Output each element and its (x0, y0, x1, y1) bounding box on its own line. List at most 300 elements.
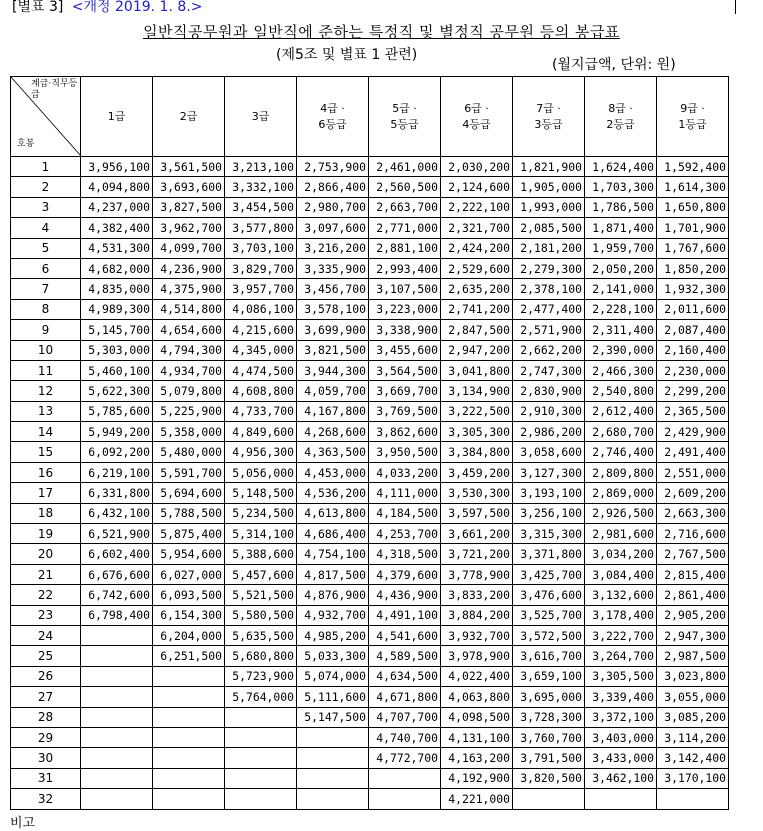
salary-cell: 2,540,800 (585, 381, 657, 401)
table-row (11, 238, 729, 258)
salary-cell: 3,305,300 (441, 422, 513, 442)
salary-cell: 3,577,800 (225, 218, 297, 238)
salary-cell: 2,529,600 (441, 258, 513, 278)
salary-cell: 2,869,000 (585, 483, 657, 503)
salary-cell: 4,514,800 (153, 299, 225, 319)
salary-cell: 4,375,900 (153, 279, 225, 299)
corner-grade-label: 계급·직무등급 (31, 79, 78, 100)
salary-cell: 3,384,800 (441, 442, 513, 462)
step-number: 20 (11, 544, 81, 564)
salary-cell: 5,694,600 (153, 483, 225, 503)
salary-cell (81, 687, 153, 707)
salary-cell: 2,299,200 (657, 381, 729, 401)
salary-cell: 3,829,700 (225, 258, 297, 278)
column-header: 2급 (153, 77, 225, 157)
salary-cell: 2,124,600 (441, 177, 513, 197)
salary-cell: 5,875,400 (153, 524, 225, 544)
salary-cell: 2,222,100 (441, 197, 513, 217)
salary-cell: 2,663,700 (369, 197, 441, 217)
table-row (11, 625, 729, 645)
salary-cell: 5,457,600 (225, 564, 297, 584)
salary-cell: 3,170,100 (657, 768, 729, 788)
salary-cell: 4,817,500 (297, 564, 369, 584)
salary-cell: 3,459,200 (441, 462, 513, 482)
salary-cell: 5,591,700 (153, 462, 225, 482)
salary-cell: 3,132,600 (585, 585, 657, 605)
table-row (11, 360, 729, 380)
salary-cell: 2,365,500 (657, 401, 729, 421)
salary-cell: 5,111,600 (297, 687, 369, 707)
salary-cell (153, 768, 225, 788)
salary-cell: 2,741,200 (441, 299, 513, 319)
salary-cell: 3,978,900 (441, 646, 513, 666)
salary-cell: 3,425,700 (513, 564, 585, 584)
salary-cell: 3,760,700 (513, 727, 585, 747)
salary-cell: 3,315,300 (513, 524, 585, 544)
salary-cell (153, 707, 225, 727)
salary-cell: 2,947,300 (657, 625, 729, 645)
salary-cell (297, 768, 369, 788)
salary-cell: 3,338,900 (369, 320, 441, 340)
salary-cell: 4,740,700 (369, 727, 441, 747)
step-number: 15 (11, 442, 81, 462)
salary-cell: 4,491,100 (369, 605, 441, 625)
salary-cell: 3,669,700 (369, 381, 441, 401)
salary-cell: 4,253,700 (369, 524, 441, 544)
table-row (11, 381, 729, 401)
salary-cell: 4,474,500 (225, 360, 297, 380)
amendment-link[interactable]: <개정 2019. 1. 8.> (71, 0, 203, 15)
salary-cell: 3,561,500 (153, 157, 225, 177)
salary-cell: 3,134,900 (441, 381, 513, 401)
salary-cell: 4,379,600 (369, 564, 441, 584)
salary-cell: 5,622,300 (81, 381, 153, 401)
salary-cell: 3,055,000 (657, 687, 729, 707)
table-row (11, 503, 729, 523)
salary-cell: 6,742,600 (81, 585, 153, 605)
salary-cell: 4,192,900 (441, 768, 513, 788)
salary-cell: 4,453,000 (297, 462, 369, 482)
salary-cell: 2,746,400 (585, 442, 657, 462)
salary-cell: 2,181,200 (513, 238, 585, 258)
salary-cell (369, 789, 441, 809)
table-row (11, 666, 729, 686)
salary-cell: 4,671,800 (369, 687, 441, 707)
salary-cell: 5,949,200 (81, 422, 153, 442)
salary-cell: 2,378,100 (513, 279, 585, 299)
salary-cell: 4,541,600 (369, 625, 441, 645)
salary-cell: 3,305,500 (585, 666, 657, 686)
salary-cell: 2,466,300 (585, 360, 657, 380)
table-header-row (11, 77, 729, 157)
table-row (11, 299, 729, 319)
salary-cell: 2,866,400 (297, 177, 369, 197)
salary-cell: 2,663,300 (657, 503, 729, 523)
salary-cell (81, 789, 153, 809)
table-row (11, 340, 729, 360)
salary-cell (513, 789, 585, 809)
salary-cell: 6,154,300 (153, 605, 225, 625)
salary-cell: 4,131,100 (441, 727, 513, 747)
salary-cell: 3,455,600 (369, 340, 441, 360)
salary-cell: 4,654,600 (153, 320, 225, 340)
table-row (11, 768, 729, 788)
salary-cell: 6,027,000 (153, 564, 225, 584)
salary-cell: 4,163,200 (441, 748, 513, 768)
salary-cell (153, 687, 225, 707)
salary-cell: 2,141,000 (585, 279, 657, 299)
salary-cell (585, 789, 657, 809)
table-row (11, 197, 729, 217)
salary-cell: 1,993,000 (513, 197, 585, 217)
salary-cell: 6,204,000 (153, 625, 225, 645)
salary-cell: 4,215,600 (225, 320, 297, 340)
salary-cell: 1,592,400 (657, 157, 729, 177)
salary-cell: 2,030,200 (441, 157, 513, 177)
salary-cell: 3,597,500 (441, 503, 513, 523)
salary-cell: 2,011,600 (657, 299, 729, 319)
salary-cell: 2,560,500 (369, 177, 441, 197)
step-number: 11 (11, 360, 81, 380)
salary-cell: 4,934,700 (153, 360, 225, 380)
salary-cell: 3,041,800 (441, 360, 513, 380)
step-number: 2 (11, 177, 81, 197)
salary-cell: 2,461,000 (369, 157, 441, 177)
salary-cell: 2,429,900 (657, 422, 729, 442)
salary-cell: 2,680,700 (585, 422, 657, 442)
step-number: 8 (11, 299, 81, 319)
salary-cell: 4,707,700 (369, 707, 441, 727)
salary-cell: 3,058,600 (513, 442, 585, 462)
salary-cell: 1,871,400 (585, 218, 657, 238)
salary-cell: 2,491,400 (657, 442, 729, 462)
salary-cell: 5,074,000 (297, 666, 369, 686)
salary-cell: 4,363,500 (297, 442, 369, 462)
salary-cell (153, 666, 225, 686)
page-edge-line (735, 0, 736, 14)
salary-cell: 3,433,000 (585, 748, 657, 768)
salary-cell: 2,424,200 (441, 238, 513, 258)
salary-cell: 3,213,100 (225, 157, 297, 177)
annex-header (12, 0, 202, 16)
salary-cell: 3,193,100 (513, 483, 585, 503)
salary-cell: 5,788,500 (153, 503, 225, 523)
salary-cell: 4,876,900 (297, 585, 369, 605)
step-number: 12 (11, 381, 81, 401)
salary-cell: 5,079,800 (153, 381, 225, 401)
salary-cell: 4,167,800 (297, 401, 369, 421)
step-number: 27 (11, 687, 81, 707)
step-number: 14 (11, 422, 81, 442)
salary-cell: 3,728,300 (513, 707, 585, 727)
step-number: 10 (11, 340, 81, 360)
salary-cell: 3,264,700 (585, 646, 657, 666)
salary-cell: 4,754,100 (297, 544, 369, 564)
step-number: 22 (11, 585, 81, 605)
salary-cell: 3,223,000 (369, 299, 441, 319)
salary-cell: 6,331,800 (81, 483, 153, 503)
salary-cell: 5,635,500 (225, 625, 297, 645)
salary-cell: 2,477,400 (513, 299, 585, 319)
salary-cell: 4,184,500 (369, 503, 441, 523)
salary-cell: 3,821,500 (297, 340, 369, 360)
column-header: 5급 · 5등급 (369, 77, 441, 157)
salary-cell: 4,835,000 (81, 279, 153, 299)
step-number: 24 (11, 625, 81, 645)
step-number: 28 (11, 707, 81, 727)
salary-cell: 2,716,600 (657, 524, 729, 544)
salary-cell: 5,480,000 (153, 442, 225, 462)
table-row (11, 748, 729, 768)
salary-cell: 4,589,500 (369, 646, 441, 666)
salary-cell (297, 727, 369, 747)
salary-cell: 4,086,100 (225, 299, 297, 319)
salary-cell: 4,237,000 (81, 197, 153, 217)
salary-cell: 3,525,700 (513, 605, 585, 625)
salary-cell: 2,160,400 (657, 340, 729, 360)
corner-step-label: 호봉 (17, 139, 35, 149)
salary-cell: 3,884,200 (441, 605, 513, 625)
salary-cell: 2,087,400 (657, 320, 729, 340)
salary-cell: 3,142,400 (657, 748, 729, 768)
salary-cell: 3,957,700 (225, 279, 297, 299)
salary-cell: 4,318,500 (369, 544, 441, 564)
salary-cell: 3,114,200 (657, 727, 729, 747)
salary-cell: 5,954,600 (153, 544, 225, 564)
salary-cell: 3,721,200 (441, 544, 513, 564)
salary-cell: 4,531,300 (81, 238, 153, 258)
salary-cell: 4,772,700 (369, 748, 441, 768)
salary-cell: 5,145,700 (81, 320, 153, 340)
page-subtitle: (제5조 및 별표 1 관련) (276, 47, 418, 63)
salary-cell: 3,820,500 (513, 768, 585, 788)
step-number: 9 (11, 320, 81, 340)
salary-cell: 5,303,000 (81, 340, 153, 360)
step-number: 17 (11, 483, 81, 503)
salary-cell (153, 727, 225, 747)
salary-cell: 6,521,900 (81, 524, 153, 544)
salary-cell: 4,613,800 (297, 503, 369, 523)
page-title: 일반직공무원과 일반직에 준하는 특정직 및 별정직 공무원 등의 봉급표 (143, 23, 620, 41)
salary-cell (81, 646, 153, 666)
salary-cell: 4,033,200 (369, 462, 441, 482)
table-row (11, 727, 729, 747)
salary-cell: 2,753,900 (297, 157, 369, 177)
salary-cell: 6,219,100 (81, 462, 153, 482)
salary-cell: 3,769,500 (369, 401, 441, 421)
salary-cell: 4,989,300 (81, 299, 153, 319)
corner-header-cell (11, 77, 81, 157)
salary-cell: 2,050,200 (585, 258, 657, 278)
salary-cell: 5,148,500 (225, 483, 297, 503)
salary-cell: 2,771,000 (369, 218, 441, 238)
salary-cell: 6,602,400 (81, 544, 153, 564)
salary-cell: 3,372,100 (585, 707, 657, 727)
salary-cell: 4,849,600 (225, 422, 297, 442)
salary-cell: 3,222,700 (585, 625, 657, 645)
salary-cell: 1,850,200 (657, 258, 729, 278)
salary-cell: 4,536,200 (297, 483, 369, 503)
salary-cell: 3,950,500 (369, 442, 441, 462)
salary-cell (297, 789, 369, 809)
salary-cell: 2,311,400 (585, 320, 657, 340)
salary-cell: 2,228,100 (585, 299, 657, 319)
salary-cell: 2,609,200 (657, 483, 729, 503)
salary-cell: 5,358,000 (153, 422, 225, 442)
step-number: 1 (11, 157, 81, 177)
salary-cell: 1,650,800 (657, 197, 729, 217)
step-number: 4 (11, 218, 81, 238)
step-number: 30 (11, 748, 81, 768)
salary-cell: 3,339,400 (585, 687, 657, 707)
salary-cell: 3,659,100 (513, 666, 585, 686)
column-header: 3급 (225, 77, 297, 157)
column-header: 7급 · 3등급 (513, 77, 585, 157)
table-row (11, 218, 729, 238)
salary-cell: 1,821,900 (513, 157, 585, 177)
salary-cell: 2,551,000 (657, 462, 729, 482)
salary-cell (225, 789, 297, 809)
salary-cell (153, 748, 225, 768)
salary-cell: 1,703,300 (585, 177, 657, 197)
table-row (11, 258, 729, 278)
salary-cell: 3,097,600 (297, 218, 369, 238)
salary-cell: 4,794,300 (153, 340, 225, 360)
salary-cell: 5,056,000 (225, 462, 297, 482)
table-row (11, 157, 729, 177)
salary-cell: 5,314,100 (225, 524, 297, 544)
salary-cell: 3,034,200 (585, 544, 657, 564)
table-row (11, 524, 729, 544)
salary-cell: 4,094,800 (81, 177, 153, 197)
salary-cell: 2,085,500 (513, 218, 585, 238)
table-row (11, 320, 729, 340)
salary-cell: 5,785,600 (81, 401, 153, 421)
salary-cell: 3,084,400 (585, 564, 657, 584)
salary-cell (225, 768, 297, 788)
step-number: 21 (11, 564, 81, 584)
salary-cell: 3,778,900 (441, 564, 513, 584)
salary-cell: 3,332,100 (225, 177, 297, 197)
step-number: 19 (11, 524, 81, 544)
column-header: 1급 (81, 77, 153, 157)
salary-cell: 2,926,500 (585, 503, 657, 523)
salary-cell (81, 625, 153, 645)
salary-cell (225, 748, 297, 768)
salary-cell: 4,098,500 (441, 707, 513, 727)
step-number: 7 (11, 279, 81, 299)
salary-cell: 2,947,200 (441, 340, 513, 360)
salary-cell: 3,023,800 (657, 666, 729, 686)
salary-cell: 3,932,700 (441, 625, 513, 645)
salary-cell: 2,230,000 (657, 360, 729, 380)
salary-cell: 5,225,900 (153, 401, 225, 421)
salary-cell: 6,676,600 (81, 564, 153, 584)
step-number: 25 (11, 646, 81, 666)
salary-cell: 4,059,700 (297, 381, 369, 401)
salary-cell (369, 768, 441, 788)
salary-cell: 4,634,500 (369, 666, 441, 686)
column-header: 4급 · 6등급 (297, 77, 369, 157)
table-row (11, 483, 729, 503)
salary-cell: 5,460,100 (81, 360, 153, 380)
salary-cell: 1,624,400 (585, 157, 657, 177)
salary-cell: 4,268,600 (297, 422, 369, 442)
salary-cell: 4,022,400 (441, 666, 513, 686)
salary-cell: 3,827,500 (153, 197, 225, 217)
salary-cell: 1,614,300 (657, 177, 729, 197)
table-row (11, 564, 729, 584)
salary-cell: 3,695,000 (513, 687, 585, 707)
salary-cell: 3,572,500 (513, 625, 585, 645)
salary-cell: 3,371,800 (513, 544, 585, 564)
column-header: 9급 · 1등급 (657, 77, 729, 157)
salary-cell: 2,390,000 (585, 340, 657, 360)
salary-cell: 3,791,500 (513, 748, 585, 768)
salary-cell (81, 768, 153, 788)
salary-cell: 5,521,500 (225, 585, 297, 605)
salary-cell: 4,345,000 (225, 340, 297, 360)
salary-cell: 1,786,500 (585, 197, 657, 217)
salary-cell: 2,981,600 (585, 524, 657, 544)
salary-cell (225, 727, 297, 747)
salary-cell: 2,861,400 (657, 585, 729, 605)
salary-cell: 3,456,700 (297, 279, 369, 299)
salary-cell: 2,910,300 (513, 401, 585, 421)
salary-cell: 5,033,300 (297, 646, 369, 666)
salary-cell: 2,571,900 (513, 320, 585, 340)
salary-cell: 5,580,500 (225, 605, 297, 625)
salary-table (10, 76, 729, 810)
unit-note: (월지급액, 단위: 원) (552, 57, 676, 73)
table-row (11, 585, 729, 605)
step-number: 31 (11, 768, 81, 788)
salary-cell: 3,693,600 (153, 177, 225, 197)
salary-cell: 3,661,200 (441, 524, 513, 544)
step-number: 13 (11, 401, 81, 421)
salary-cell: 3,107,500 (369, 279, 441, 299)
salary-cell: 4,221,000 (441, 789, 513, 809)
salary-cell: 6,092,200 (81, 442, 153, 462)
column-header: 6급 · 4등급 (441, 77, 513, 157)
step-number: 16 (11, 462, 81, 482)
table-row (11, 177, 729, 197)
salary-cell: 3,703,100 (225, 238, 297, 258)
salary-cell: 2,635,200 (441, 279, 513, 299)
salary-cell: 2,993,400 (369, 258, 441, 278)
salary-cell: 2,986,200 (513, 422, 585, 442)
step-number: 32 (11, 789, 81, 809)
salary-cell: 2,747,300 (513, 360, 585, 380)
table-row (11, 789, 729, 809)
salary-cell: 3,256,100 (513, 503, 585, 523)
salary-cell: 4,956,300 (225, 442, 297, 462)
salary-cell: 6,432,100 (81, 503, 153, 523)
salary-cell: 2,809,800 (585, 462, 657, 482)
salary-cell: 2,767,500 (657, 544, 729, 564)
salary-cell: 3,530,300 (441, 483, 513, 503)
footer-note: 비고 (10, 816, 36, 831)
salary-cell: 2,905,200 (657, 605, 729, 625)
salary-cell: 2,881,100 (369, 238, 441, 258)
salary-cell: 3,699,900 (297, 320, 369, 340)
salary-cell: 3,403,000 (585, 727, 657, 747)
salary-cell: 4,382,400 (81, 218, 153, 238)
salary-cell (81, 748, 153, 768)
salary-cell: 1,959,700 (585, 238, 657, 258)
salary-cell: 3,085,200 (657, 707, 729, 727)
salary-cell: 3,476,600 (513, 585, 585, 605)
